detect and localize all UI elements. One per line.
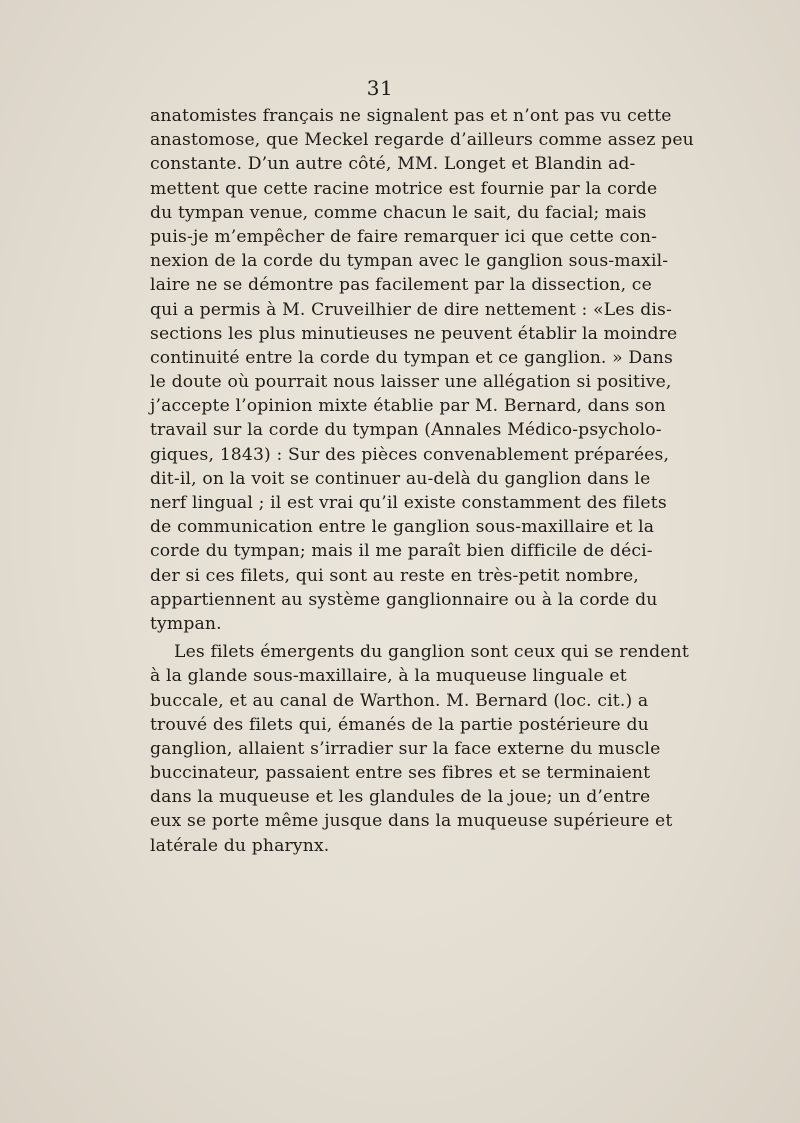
text-line: du tympan venue, comme chacun le sait, du facial; mais xyxy=(150,202,647,223)
text-line: appartiennent au système ganglionnaire ou à la corde du xyxy=(150,589,658,610)
text-line: qui a permis à M. Cruveilhier de dire nettement : «Les dis- xyxy=(150,299,672,320)
text-line: continuité entre la corde du tympan et ce ganglion. » Dans xyxy=(150,347,673,368)
paragraph-2 xyxy=(150,640,689,858)
text-line: sections les plus minutieuses ne peuvent établir la moindre xyxy=(150,323,678,344)
text-line: puis-je m’empêcher de faire remarquer ici que cette con- xyxy=(150,226,658,247)
text-line: dit-il, on la voit se continuer au-delà du ganglion dans le xyxy=(150,468,651,489)
text-line: trouvé des filets qui, émanés de la partie postérieure du xyxy=(150,714,649,735)
text-line: le doute où pourrait nous laisser une allégation si positive, xyxy=(150,372,672,393)
text-line: corde du tympan; mais il me paraît bien difficile de déci- xyxy=(150,541,653,562)
text-line: à la glande sous-maxillaire, à la muqueuse linguale et xyxy=(150,666,627,687)
text-line: de communication entre le ganglion sous-maxillaire et la xyxy=(150,517,655,538)
text-line: buccinateur, passaient entre ses fibres et se terminaient xyxy=(150,763,651,784)
text-line: constante. D’un autre côté, MM. Longet et Blandin ad- xyxy=(150,154,636,175)
text-line: nexion de la corde du tympan avec le ganglion sous-maxil- xyxy=(150,251,669,272)
text-line: travail sur la corde du tympan (Annales Médico-psycholo- xyxy=(150,420,662,441)
text-line: dans la muqueuse et les glandules de la joue; un d’entre xyxy=(150,787,651,808)
page-number: 31 xyxy=(366,76,394,100)
text-line: Les filets émergents du ganglion sont ceux qui se rendent xyxy=(174,642,689,663)
text-line: giques, 1843) : Sur des pièces convenablement préparées, xyxy=(150,444,670,465)
text-line: der si ces filets, qui sont au reste en très-petit nombre, xyxy=(150,565,639,586)
text-line: buccale, et au canal de Warthon. M. Bernard (loc. cit.) a xyxy=(150,690,649,711)
text-line: laire ne se démontre pas facilement par la dissection, ce xyxy=(150,275,652,296)
text-line: anastomose, que Meckel regarde d’ailleurs comme assez peu xyxy=(150,130,694,151)
text-line: j’accepte l’opinion mixte établie par M. Bernard, dans son xyxy=(150,396,666,417)
text-line: nerf lingual ; il est vrai qu’il existe constamment des filets xyxy=(150,493,667,513)
text-line: anatomistes français ne signalent pas et n’ont pas vu cette xyxy=(150,106,672,126)
text-line: mettent que cette racine motrice est fournie par la corde xyxy=(150,178,658,199)
text-line: ganglion, allaient s’irradier sur la face externe du muscle xyxy=(150,738,661,759)
text-line: latérale du pharynx. xyxy=(150,835,330,856)
text-line: eux se porte même jusque dans la muqueuse supérieure et xyxy=(150,811,673,832)
paragraph-1 xyxy=(150,104,694,636)
text-line: tympan. xyxy=(150,613,222,634)
body-text xyxy=(150,104,694,858)
